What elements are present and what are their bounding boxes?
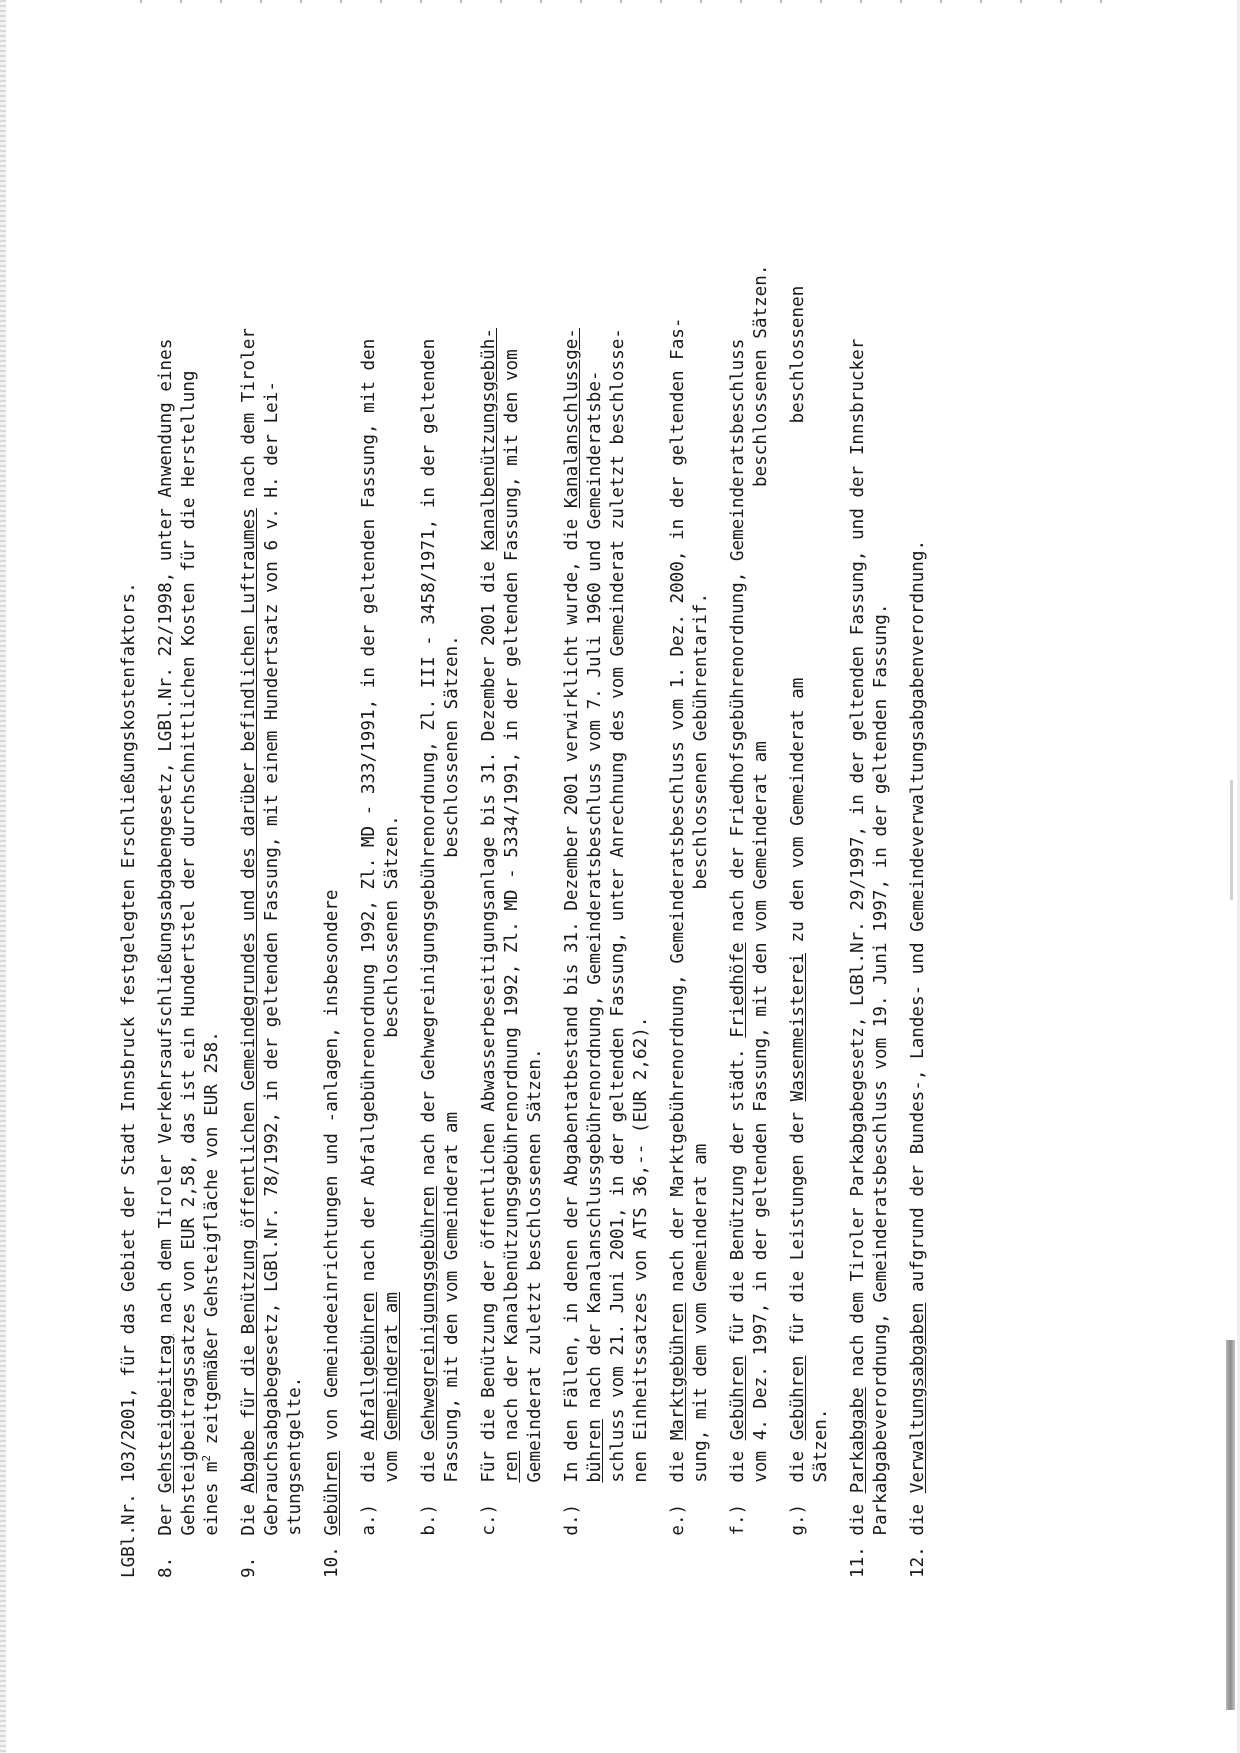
superscript: 2 xyxy=(200,1454,214,1462)
text-segment: nach der Abfallgebührenordnung 1992, Zl. MD - 333/1991, in der geltenden Fassung, mit den xyxy=(359,338,379,1292)
line-gap xyxy=(893,18,907,1578)
text-segment: a.) die xyxy=(359,1440,379,1578)
underlined-term: Gehsteigbeitrag xyxy=(156,1334,176,1494)
text-line xyxy=(201,18,224,1578)
text-segment: stungsentgelte. xyxy=(285,1376,305,1578)
text-segment: Gemeinderat zuletzt beschlossenen Sätzen. xyxy=(525,1048,545,1578)
rotated-text-block xyxy=(118,18,928,1578)
line-gap xyxy=(344,18,358,1578)
text-line xyxy=(907,18,930,1578)
text-segment: schluss vom 21. Juni 2001, in der geltenden Fassung, unter Anrechnung des vom Gemeinderat zuletzt beschlosse- xyxy=(608,328,628,1578)
underlined-term: Gehwegreinigungsgebühren xyxy=(419,1186,439,1441)
text-segment: sung, mit dem vom Gemeinderat am beschlossenen Gebührentarif. xyxy=(691,592,711,1578)
text-segment: 9. Die xyxy=(239,1493,259,1578)
text-line xyxy=(501,18,524,1578)
text-line xyxy=(607,18,630,1578)
text-segment: nach der Kanalanschlussgebührenordnung, Gemeinderatsbeschluss vom 7. Juli 1960 und Gemeinderatsbe- xyxy=(585,370,605,1420)
text-segment: 11. die xyxy=(848,1493,868,1578)
line-gap xyxy=(833,18,847,1578)
underlined-term: Verwaltungsabgaben xyxy=(908,1302,928,1494)
underlined-term: Parkabgabe xyxy=(848,1387,868,1494)
text-segment: Fassung, mit den vom Gemeinderat am beschlossenen Sätzen. xyxy=(442,635,462,1578)
text-line xyxy=(358,18,381,1578)
text-line xyxy=(418,18,441,1578)
text-segment: nach der Gehwegreinigungsgebührenordnung, Zl. III - 3458/1971, in der geltenden xyxy=(419,338,439,1187)
text-segment: d.) In den Fällen, in denen der Abgabentatbestand bis 31. Dezember 2001 verwirklicht wurde, die xyxy=(562,508,582,1578)
text-segment: Gehsteigbeitragssatzes von EUR 2,58, das ist ein Hundertstel der durchschnittlichen Kosten für die Herstellung xyxy=(179,370,199,1578)
scan-mark xyxy=(1230,780,1233,900)
text-segment: nach dem Tiroler xyxy=(239,328,259,509)
text-segment xyxy=(585,1483,605,1578)
underlined-term: Gemeinderat am xyxy=(382,1292,402,1441)
line-gap xyxy=(464,18,478,1578)
line-gap xyxy=(404,18,418,1578)
text-line xyxy=(155,18,178,1578)
scan-bar-artifact xyxy=(1226,1340,1235,1710)
text-line xyxy=(727,18,750,1578)
text-segment: zeitgemäßer Gehsteigfläche von EUR 258. xyxy=(202,1031,222,1455)
underlined-term: bühren xyxy=(585,1419,605,1483)
text-line xyxy=(750,18,773,1578)
text-line xyxy=(478,18,501,1578)
text-segment xyxy=(502,1483,522,1578)
text-line xyxy=(441,18,464,1578)
text-segment: Parkabgabeverordnung, Gemeinderatsbeschluss vom 19. Juni 1997, in der geltenden Fassung. xyxy=(871,603,891,1578)
text-line xyxy=(584,18,607,1578)
scan-top-artifact xyxy=(140,0,1140,3)
text-line xyxy=(381,18,404,1578)
line-gap xyxy=(773,18,787,1578)
text-line xyxy=(690,18,713,1578)
text-line xyxy=(524,18,547,1578)
underlined-term: Gebühren xyxy=(728,1355,748,1441)
text-line xyxy=(870,18,893,1578)
text-line xyxy=(261,18,284,1578)
text-segment: nach dem Tiroler Parkabgabegesetz, LGBl.Nr. 29/1997, in der geltenden Fassung, und der Innsbrucker xyxy=(848,338,868,1388)
text-segment: für die Leistungen der xyxy=(788,1101,808,1356)
text-line xyxy=(284,18,307,1578)
underlined-term: Kanalanschlussge- xyxy=(562,328,582,509)
text-line xyxy=(321,18,344,1578)
text-segment: c.) Für die Benützung der öffentlichen Abwasserbeseitigungsanlage bis 31. Dezember 2001 die xyxy=(479,550,499,1578)
text-segment: Sätzen. xyxy=(811,1408,831,1578)
text-line xyxy=(561,18,584,1578)
line-gap xyxy=(653,18,667,1578)
underlined-term: Gebühren xyxy=(788,1355,808,1441)
text-segment: 12. die xyxy=(908,1493,928,1578)
text-line xyxy=(787,18,810,1578)
text-segment: LGBl.Nr. 103/2001, für das Gebiet der Stadt Innsbruck festgelegten Erschließungskostenfaktors. xyxy=(119,582,139,1578)
underlined-term: Friedhöfe xyxy=(728,942,748,1038)
text-line xyxy=(667,18,690,1578)
line-gap xyxy=(547,18,561,1578)
text-segment: nach der Friedhofsgebührenordnung, Gemeinderatsbeschluss xyxy=(728,338,748,943)
text-segment: nach der Kanalbenützungsgebührenordnung 1992, Zl. MD - 5334/1991, in der geltenden Fassung, mit den vom xyxy=(502,349,522,1451)
text-segment: beschlossenen Sätzen. xyxy=(382,815,402,1292)
line-gap xyxy=(141,18,155,1578)
line-gap xyxy=(713,18,727,1578)
text-segment: e.) die xyxy=(668,1440,688,1578)
text-segment: f.) die xyxy=(728,1440,748,1578)
line-gap xyxy=(307,18,321,1578)
text-segment: vom 4. Dez. 1997, in der geltenden Fassung, mit den vom Gemeinderat am beschlossenen Sätzen. xyxy=(751,264,771,1578)
text-line xyxy=(847,18,870,1578)
text-segment: aufgrund der Bundes-, Landes- und Gemeindeverwaltungsabgabenverordnung. xyxy=(908,539,928,1303)
text-segment: von Gemeindeeinrichtungen und -anlagen, insbesondere xyxy=(322,889,342,1451)
text-segment: b.) die xyxy=(419,1440,439,1578)
text-line xyxy=(178,18,201,1578)
text-segment: eines m xyxy=(202,1461,222,1578)
text-segment: nen Einheitssatzes von ATS 36,-- (EUR 2,62). xyxy=(631,1016,651,1578)
text-line xyxy=(810,18,833,1578)
underlined-term: Abgabe für die Benützung öffentlichen Gemeindegrundes und des darüber befindlichen Luftraumes xyxy=(239,508,259,1494)
text-segment: Gebrauchsabgabegesetz, LGBl.Nr. 78/1992, in der geltenden Fassung, mit einem Hundertsatz von 6 v. H. der Lei- xyxy=(262,381,282,1578)
text-line xyxy=(630,18,653,1578)
underlined-term: Abfallgebühren xyxy=(359,1292,379,1441)
scan-left-edge xyxy=(0,0,6,1753)
text-segment: für die Benützung der städt. xyxy=(728,1037,748,1356)
line-gap xyxy=(224,18,238,1578)
underlined-term: Wasenmeisterei xyxy=(788,953,808,1102)
text-line xyxy=(118,18,141,1578)
underlined-term: ren xyxy=(502,1450,522,1483)
underlined-term: Kanalbenützungsgebüh- xyxy=(479,328,499,551)
text-segment: zu den vom Gemeinderat am beschlossenen xyxy=(788,285,808,954)
text-segment: g.) die xyxy=(788,1440,808,1578)
underlined-term: Marktgebühren xyxy=(668,1302,688,1441)
text-segment: 10. xyxy=(322,1535,342,1578)
text-segment: nach dem Tiroler Verkehrsaufschließungsabgabengesetz, LGBl.Nr. 22/1998, unter Anwendung eines xyxy=(156,338,176,1335)
text-segment: 8. Der xyxy=(156,1493,176,1578)
text-segment: nach der Marktgebührenordnung, Gemeinderatsbeschluss vom 1. Dez. 2000, in der geltenden Fas- xyxy=(668,317,688,1303)
text-line xyxy=(238,18,261,1578)
text-segment: vom xyxy=(382,1440,402,1578)
underlined-term: Gebühren xyxy=(322,1450,342,1536)
